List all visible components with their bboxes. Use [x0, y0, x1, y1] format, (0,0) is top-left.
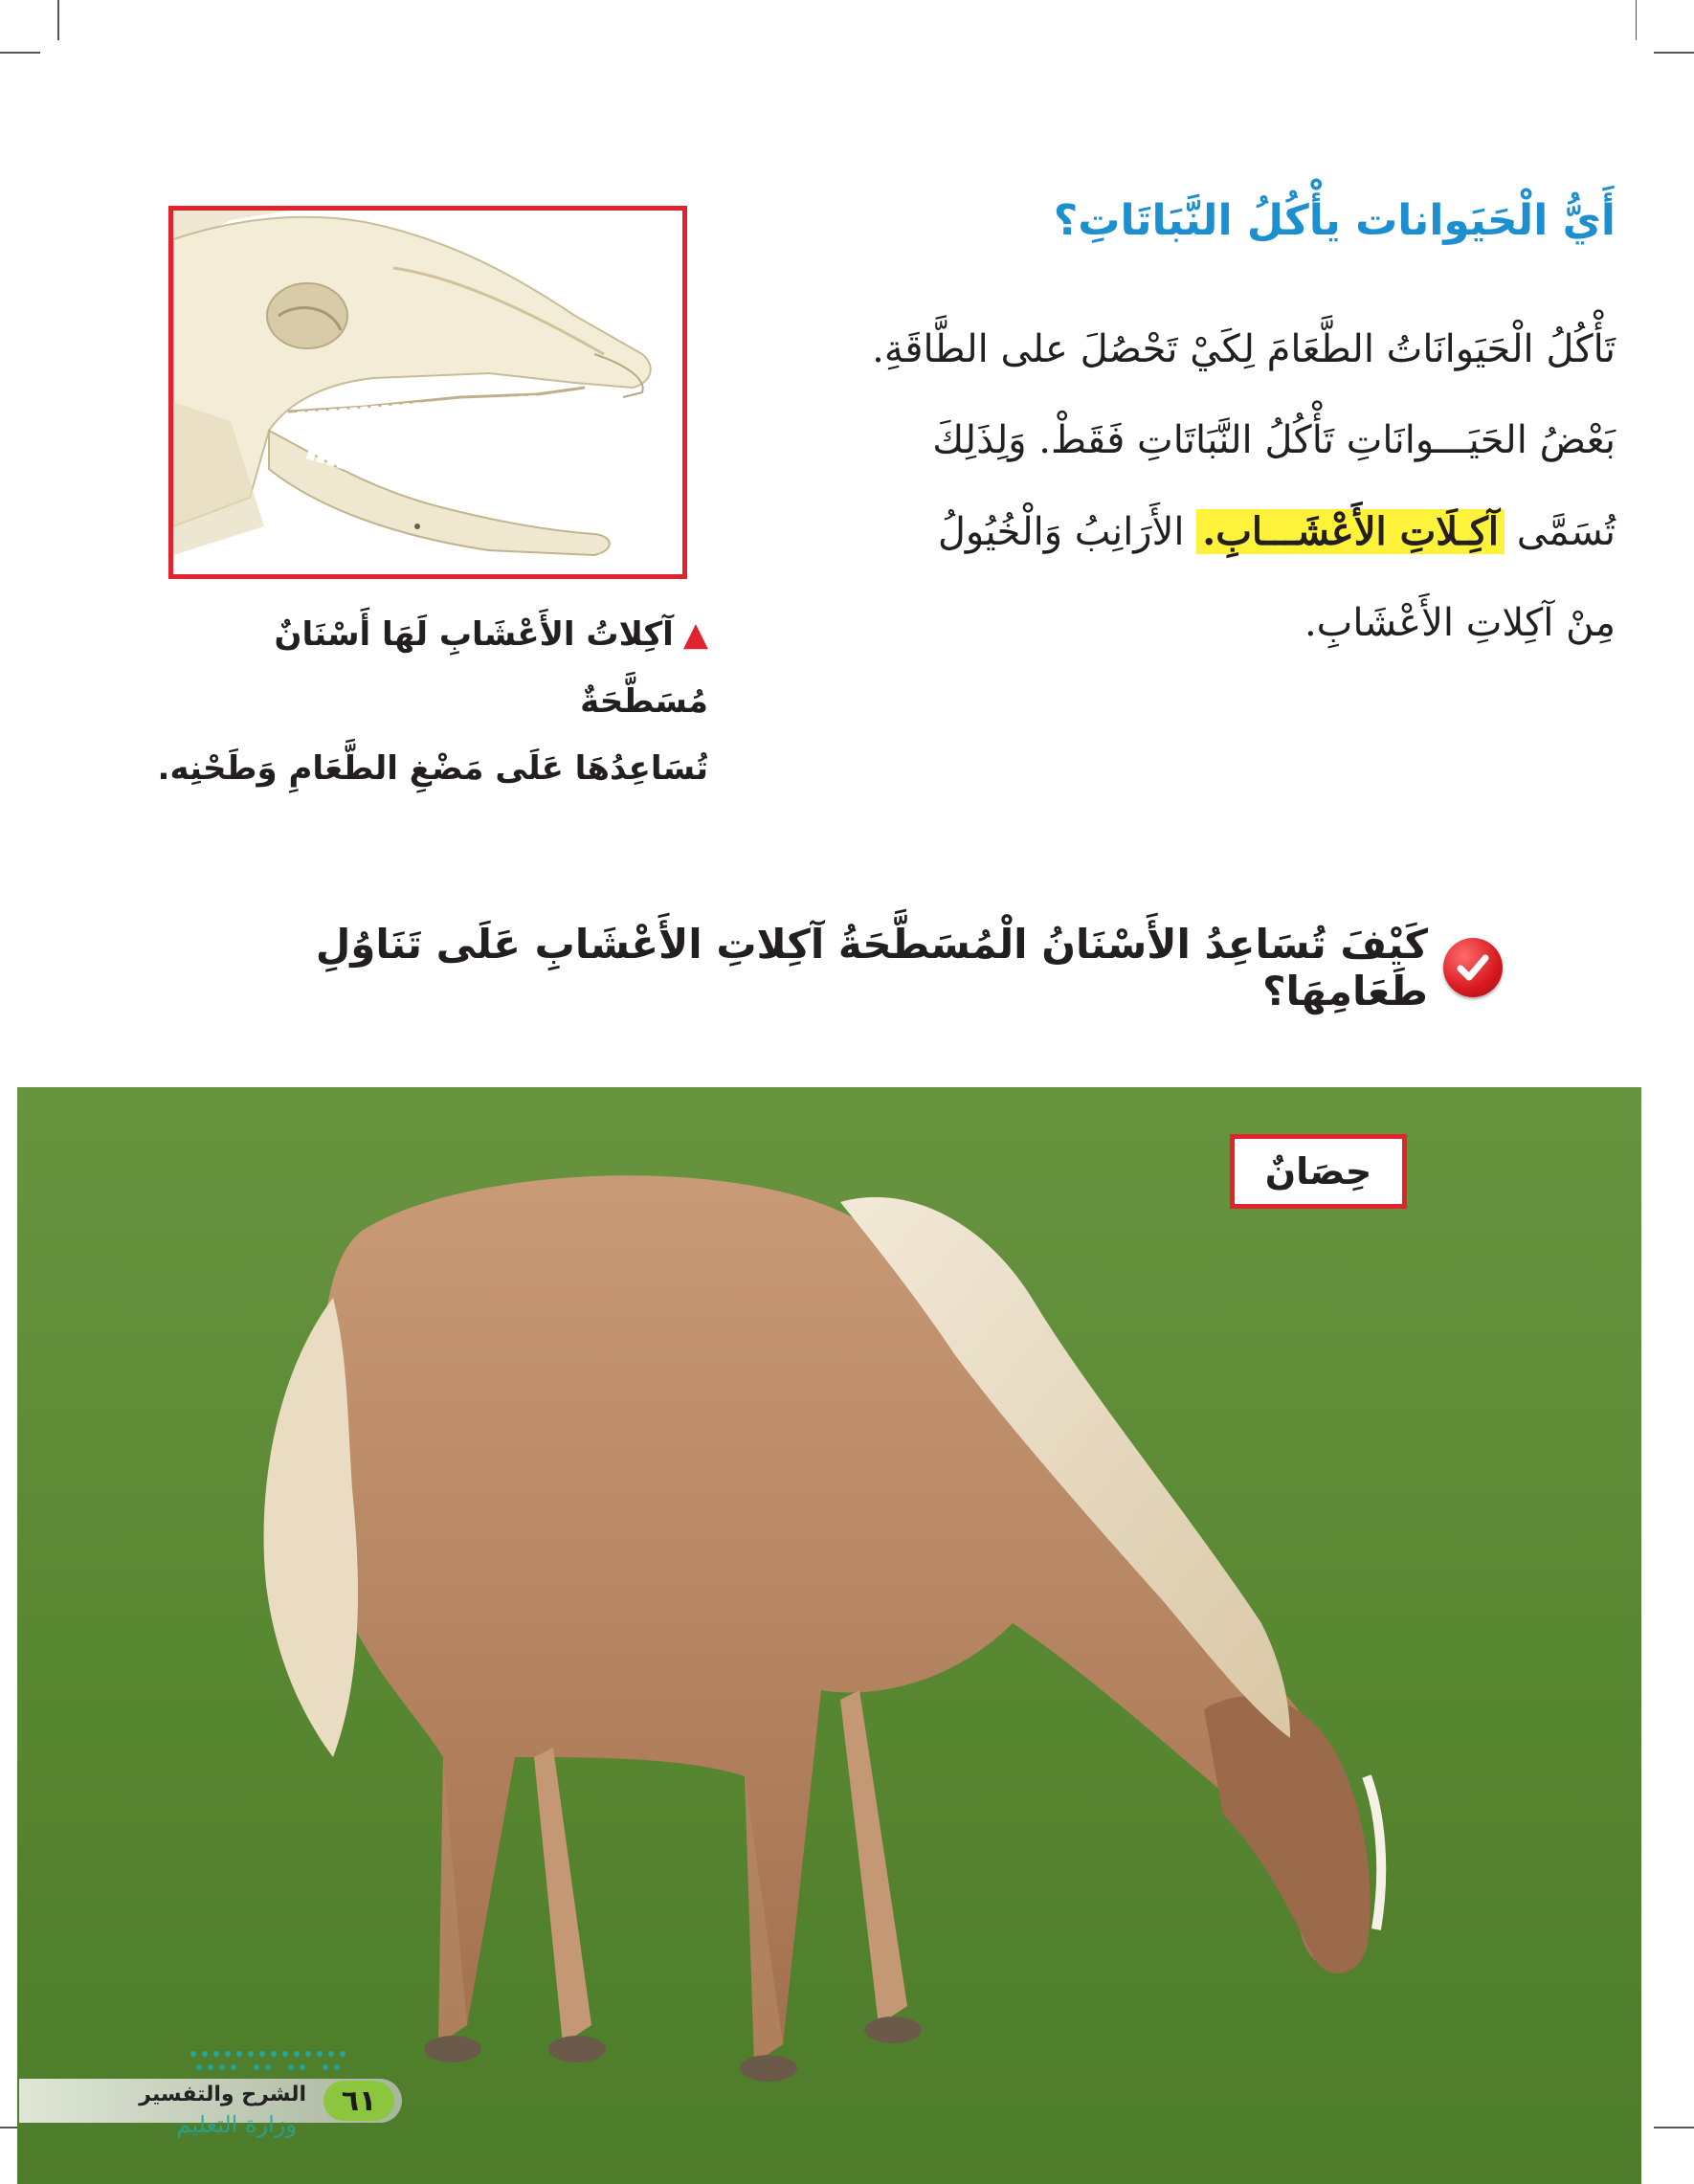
paragraph-text: الأَرَانِبُ وَالْخُيُولُ — [937, 510, 1185, 554]
check-question — [306, 921, 1503, 1014]
caption-line: تُسَاعِدُهَا عَلَى مَضْغِ الطَّعَامِ وَطَحْنِه. — [157, 749, 708, 788]
caption-line — [153, 601, 708, 735]
question-text: كَيْفَ تُسَاعِدُ الأَسْنَانُ الْمُسَطَّحَةُ آكِلاتِ الأَعْشَابِ عَلَى تَنَاوُلِ طَعَامِهَا؟ — [315, 921, 1428, 1014]
crop-mark — [57, 0, 59, 40]
page-number: ٦١ — [323, 2081, 394, 2121]
paragraph-line: تَأْكُلُ الْحَيَوانَاتُ الطَّعَامَ لِكَيْ تَحْصُلَ على الطَّاقَةِ. — [872, 327, 1616, 371]
crop-mark — [1636, 0, 1638, 40]
paragraph-line: مِنْ آكِلاتِ الأَعْشَابِ. — [1304, 601, 1616, 645]
paragraph-line: بَعْضُ الحَيَـــوانَاتِ تَأْكُلُ النَّبَاتَاتِ فَقَطْ. وَلِذَلِكَ — [932, 418, 1616, 462]
figure-caption — [153, 601, 708, 802]
triangle-up-icon: ▲ — [682, 615, 708, 654]
page-footer — [19, 2044, 402, 2140]
horse-skull-illustration — [173, 211, 682, 574]
horse-skull-figure — [168, 206, 687, 579]
highlighted-term: آكِـلَاتِ الأَعْشَـــابِ. — [1196, 509, 1505, 554]
crop-mark — [1654, 52, 1694, 54]
paragraph-text: تُسَمَّى — [1516, 510, 1616, 554]
crop-mark — [0, 52, 40, 54]
ministry-name: وزارة التعليم — [176, 2111, 297, 2138]
horse-photo — [17, 1087, 1641, 2184]
section-title: الشرح والتفسير — [139, 2083, 306, 2106]
lesson-paragraph — [869, 304, 1616, 669]
horse-label: حِصَانٌ — [1230, 1134, 1407, 1209]
ministry-logo — [174, 2044, 366, 2079]
lesson-heading: أَيُّ الْحَيَوانات يأْكُلُ النَّبَاتَاتِ؟ — [1053, 196, 1616, 245]
caption-text: آكِلاتُ الأَعْشَابِ لَهَا أَسْنَانٌ مُسَطَّحَةٌ — [274, 615, 708, 721]
crop-mark — [1654, 2127, 1694, 2128]
checkmark-icon — [1443, 938, 1503, 997]
paragraph-line — [869, 486, 1616, 578]
